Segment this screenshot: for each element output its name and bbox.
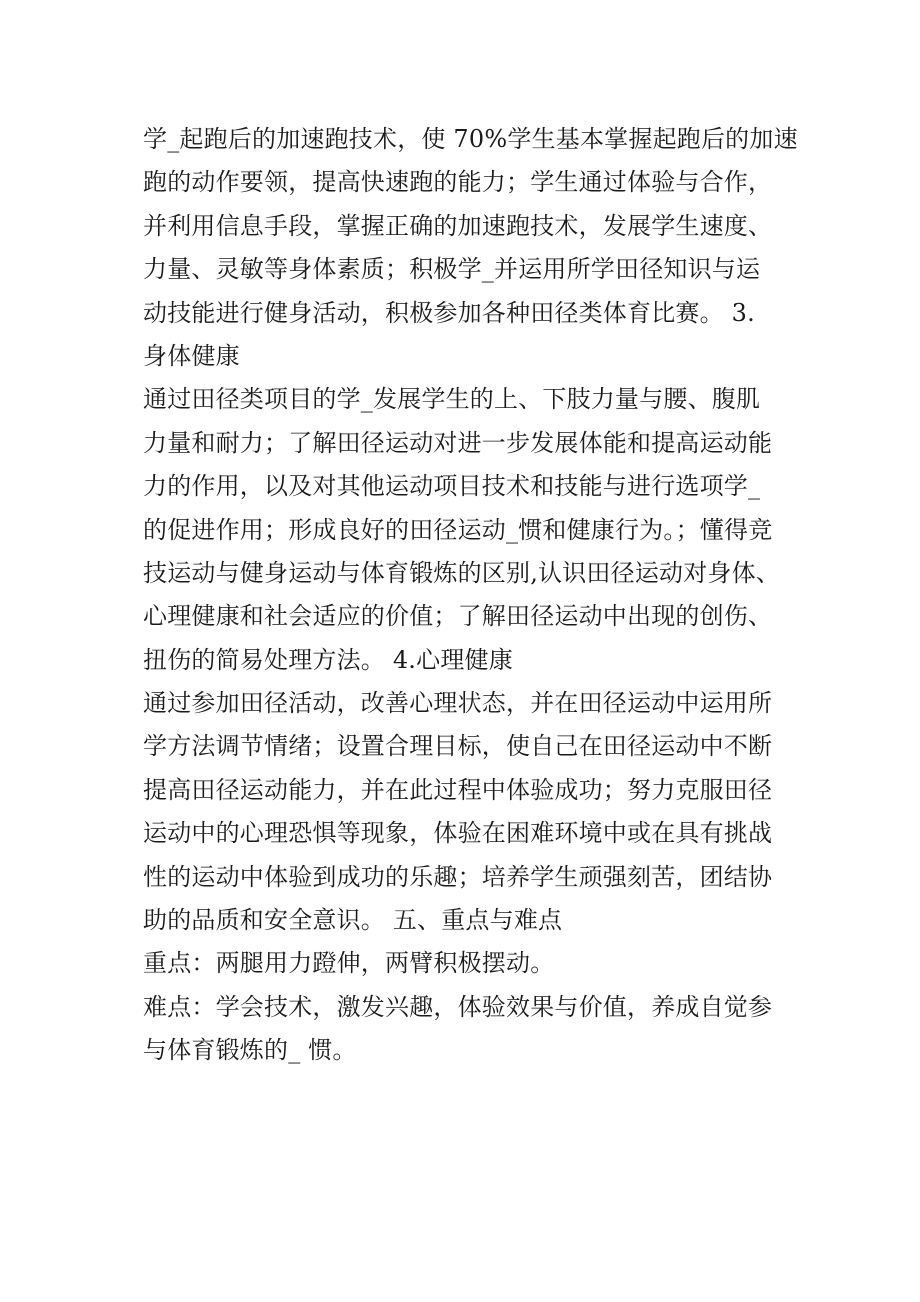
text-line: 扭伤的简易处理方法。 4.心理健康: [143, 645, 513, 674]
text-line: 与体育锻炼的_ 惯。: [143, 1036, 357, 1065]
text-line: 性的运动中体验到成功的乐趣；培养学生顽强刻苦，团结协: [143, 862, 773, 891]
text-line: 力量和耐力；了解田径运动对进一步发展体能和提高运动能: [143, 428, 773, 457]
difficulty-line: 难点：学会技术，激发兴趣，体验效果与价值，养成自觉参: [143, 992, 773, 1021]
section-heading-physical-health: 身体健康: [143, 341, 240, 370]
text-line: 并利用信息手段，掌握正确的加速跑技术，发展学生速度、: [143, 211, 773, 240]
key-point-line: 重点：两腿用力蹬伸，两臂积极摆动。: [143, 949, 555, 978]
text-line: 跑的动作要领，提高快速跑的能力；学生通过体验与合作，: [143, 168, 773, 197]
text-line: 助的品质和安全意识。 五、重点与难点: [143, 906, 563, 935]
document-body: [143, 118, 808, 1073]
text-line: 力的作用，以及对其他运动项目技术和技能与进行选项学_: [143, 472, 761, 501]
text-line: 运动中的心理恐惧等现象，体验在困难环境中或在具有挑战: [143, 819, 773, 848]
text-line: 的促进作用；形成良好的田径运动_惯和健康行为。；懂得竞: [143, 515, 773, 544]
text-line: 通过参加田径活动，改善心理状态，并在田径运动中运用所: [143, 689, 773, 718]
text-line: 通过田径类项目的学_发展学生的上、下肢力量与腰、腹肌: [143, 385, 761, 414]
text-line: 学_起跑后的加速跑技术，使 70%学生基本掌握起跑后的加速: [143, 125, 798, 153]
text-line: 力量、灵敏等身体素质；积极学_并运用所学田径知识与运: [143, 255, 761, 284]
text-line: 技运动与健身运动与体育锻炼的区别,认识田径运动对身体、: [143, 558, 781, 587]
text-line: 学方法调节情绪；设置合理目标，使自己在田径运动中不断: [143, 732, 773, 761]
text-line: 心理健康和社会适应的价值；了解田径运动中出现的创伤、: [143, 602, 773, 631]
text-line: 提高田径运动能力，并在此过程中体验成功；努力克服田径: [143, 775, 773, 804]
text-line: 动技能进行健身活动，积极参加各种田径类体育比赛。 3.: [143, 298, 755, 327]
